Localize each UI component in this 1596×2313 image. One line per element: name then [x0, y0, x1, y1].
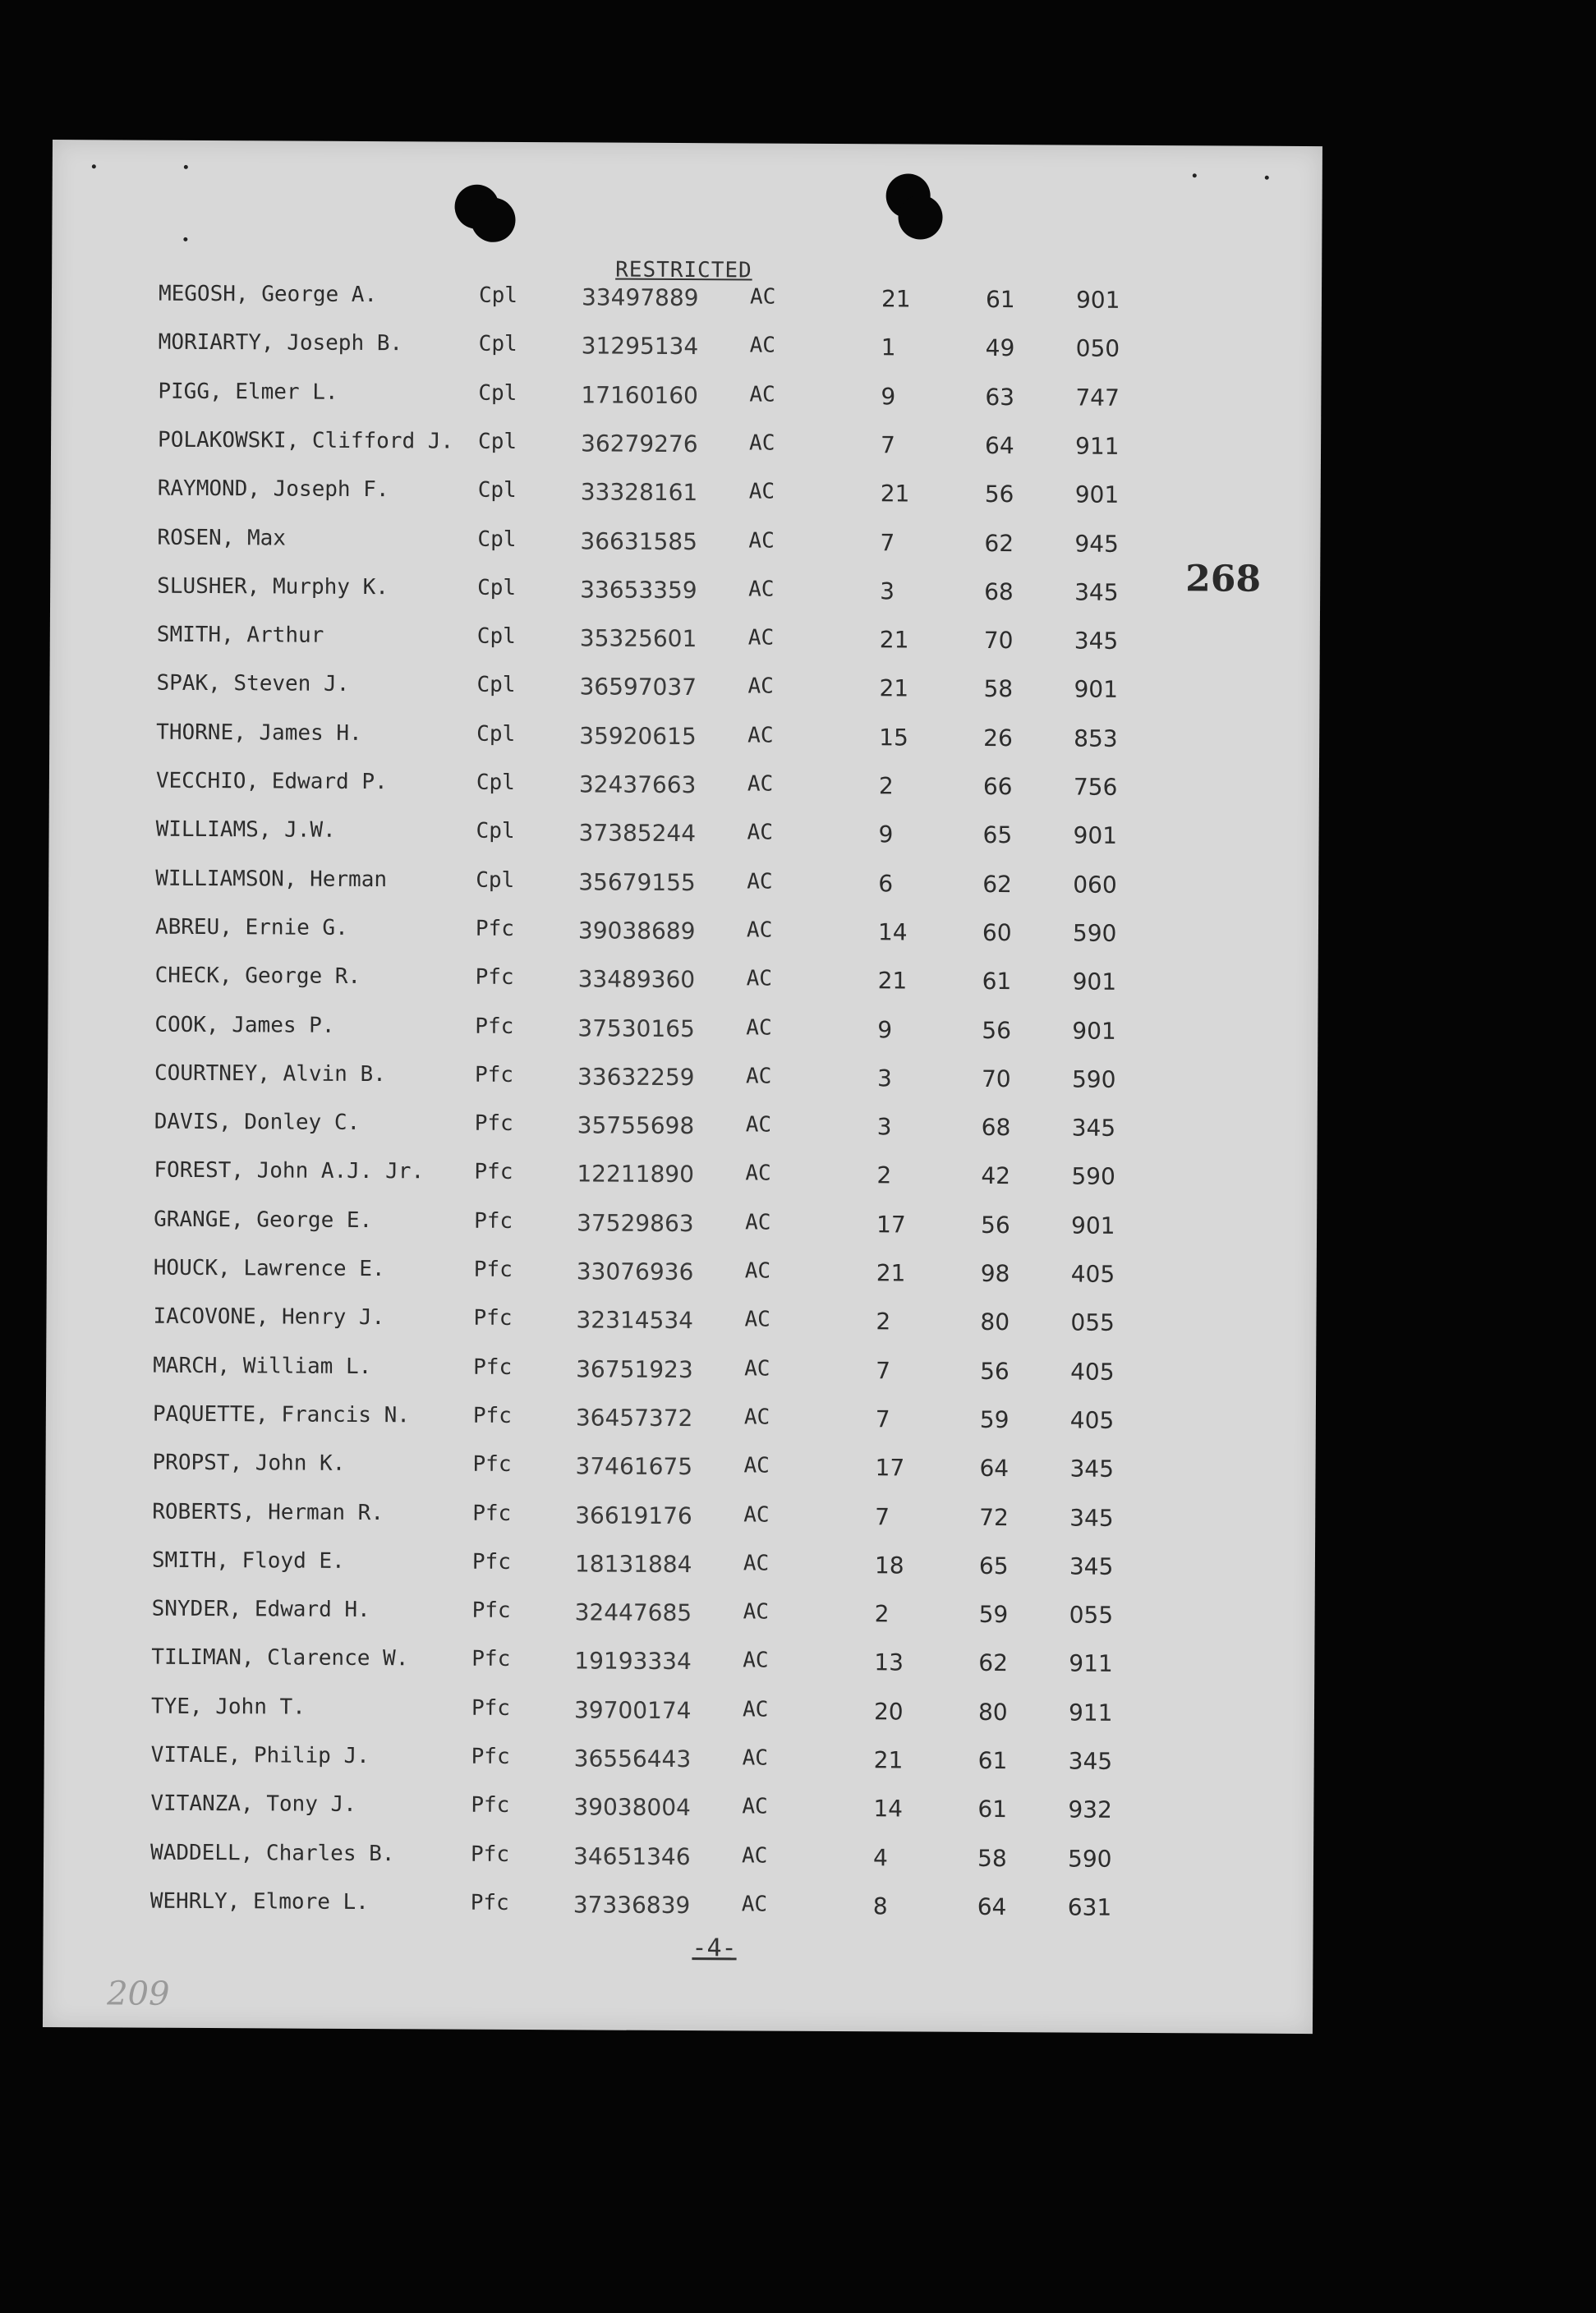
- roster-row: [47, 1157, 1317, 1197]
- column-c-value: 405: [1070, 1358, 1115, 1386]
- soldier-name: WILLIAMS, J.W.: [155, 816, 336, 843]
- serial-number: 39038004: [573, 1793, 691, 1822]
- serial-number: 37530165: [577, 1014, 695, 1043]
- rank: Cpl: [477, 477, 517, 503]
- soldier-name: WILLIAMSON, Herman: [155, 866, 388, 893]
- column-a-value: 2: [876, 1308, 891, 1336]
- serial-number: 32447685: [574, 1598, 692, 1627]
- column-a-value: 4: [872, 1844, 888, 1872]
- arm-of-service: AC: [749, 382, 775, 407]
- arm-of-service: AC: [749, 284, 776, 310]
- column-c-value: 901: [1075, 286, 1120, 314]
- serial-number: 18131884: [574, 1550, 692, 1579]
- rank: Pfc: [475, 964, 514, 990]
- page-number: -4-: [692, 1934, 737, 1963]
- soldier-name: PAQUETTE, Francis N.: [152, 1401, 411, 1428]
- column-c-value: 590: [1072, 919, 1117, 947]
- column-b-value: 56: [981, 1211, 1010, 1239]
- column-b-value: 61: [977, 1746, 1008, 1775]
- column-b-value: 65: [978, 1552, 1009, 1580]
- roster-row: [51, 476, 1321, 515]
- column-b-value: 68: [984, 577, 1014, 606]
- rank: Pfc: [473, 1354, 513, 1380]
- roster-row: [47, 1255, 1317, 1294]
- serial-number: 36457372: [575, 1404, 693, 1432]
- serial-number: 39700174: [573, 1696, 692, 1725]
- column-b-value: 66: [982, 772, 1013, 801]
- arm-of-service: AC: [748, 577, 775, 602]
- column-a-value: 7: [875, 1405, 890, 1433]
- column-a-value: 21: [879, 626, 909, 654]
- roster-row: [48, 1060, 1318, 1100]
- soldier-name: MEGOSH, George A.: [158, 281, 378, 308]
- column-b-value: 56: [982, 1016, 1012, 1045]
- arm-of-service: AC: [747, 723, 774, 748]
- roster-row: [52, 281, 1322, 320]
- arm-of-service: AC: [748, 430, 775, 456]
- soldier-name: SMITH, Floyd E.: [151, 1547, 345, 1574]
- column-c-value: 345: [1074, 627, 1119, 655]
- roster-row: [45, 1547, 1315, 1587]
- serial-number: 36751923: [576, 1355, 693, 1384]
- roster-row: [51, 379, 1321, 418]
- column-a-value: 17: [875, 1454, 905, 1482]
- serial-number: 19193334: [574, 1647, 692, 1676]
- roster-row: [44, 1742, 1314, 1782]
- serial-number: 33328161: [580, 478, 698, 507]
- rank: Cpl: [476, 818, 515, 844]
- serial-number: 36619176: [575, 1501, 692, 1530]
- rank: Cpl: [478, 380, 517, 406]
- arm-of-service: AC: [747, 674, 774, 699]
- column-c-value: 756: [1073, 773, 1118, 801]
- arm-of-service: AC: [745, 1064, 772, 1089]
- column-c-value: 945: [1074, 530, 1119, 558]
- soldier-name: DAVIS, Donley C.: [154, 1109, 361, 1135]
- soldier-name: SMITH, Arthur: [156, 622, 324, 648]
- column-a-value: 21: [879, 674, 909, 702]
- column-b-value: 26: [983, 724, 1013, 752]
- serial-number: 36556443: [573, 1745, 692, 1773]
- rank: Pfc: [475, 916, 515, 941]
- soldier-name: SLUSHER, Murphy K.: [157, 573, 389, 600]
- column-a-value: 8: [872, 1892, 888, 1920]
- serial-number: 36279276: [580, 430, 698, 458]
- serial-number: 12211890: [577, 1160, 695, 1189]
- rank: Cpl: [476, 672, 516, 697]
- column-a-value: 6: [878, 870, 894, 898]
- column-a-value: 21: [877, 967, 908, 995]
- arm-of-service: AC: [743, 1648, 769, 1673]
- arm-of-service: AC: [744, 1307, 770, 1332]
- serial-number: 17160160: [581, 381, 698, 410]
- column-b-value: 61: [982, 967, 1012, 996]
- column-b-value: 68: [981, 1113, 1011, 1142]
- column-c-value: 590: [1067, 1845, 1112, 1873]
- roster-row: [47, 1207, 1317, 1246]
- column-a-value: 15: [879, 724, 908, 752]
- rank: Cpl: [476, 721, 516, 747]
- arm-of-service: AC: [746, 1015, 772, 1041]
- column-a-value: 20: [873, 1698, 904, 1726]
- arm-of-service: AC: [748, 479, 775, 504]
- serial-number: 35920615: [579, 722, 697, 751]
- restricted-header: RESTRICTED: [615, 257, 752, 283]
- rank: Cpl: [476, 867, 515, 893]
- rank: Cpl: [476, 770, 515, 795]
- roster-row: [49, 768, 1319, 807]
- soldier-name: SNYDER, Edward H.: [151, 1596, 370, 1623]
- page-stamp: 268: [1185, 558, 1262, 600]
- column-c-value: 901: [1072, 968, 1117, 996]
- column-a-value: 14: [877, 918, 908, 946]
- arm-of-service: AC: [742, 1745, 769, 1771]
- rank: Pfc: [471, 1695, 511, 1721]
- column-a-value: 3: [876, 1065, 892, 1092]
- soldier-name: ROBERTS, Herman R.: [152, 1499, 384, 1526]
- roster-row: [48, 963, 1318, 1002]
- arm-of-service: AC: [743, 1453, 770, 1478]
- arm-of-service: AC: [742, 1794, 768, 1819]
- soldier-name: PROPST, John K.: [152, 1450, 346, 1476]
- roster-row: [44, 1694, 1314, 1733]
- column-c-value: 911: [1068, 1699, 1113, 1727]
- soldier-name: VECCHIO, Edward P.: [155, 768, 388, 795]
- soldier-name: MARCH, William L.: [153, 1353, 372, 1380]
- serial-number: 31295134: [581, 332, 699, 361]
- rank: Pfc: [472, 1501, 512, 1526]
- rank: Cpl: [477, 527, 517, 552]
- soldier-name: COURTNEY, Alvin B.: [154, 1060, 386, 1088]
- roster-row: [51, 427, 1321, 467]
- column-c-value: 590: [1071, 1162, 1115, 1190]
- arm-of-service: AC: [741, 1892, 768, 1917]
- column-c-value: 345: [1074, 578, 1119, 606]
- column-b-value: 63: [985, 383, 1015, 412]
- personnel-roster: [43, 140, 1322, 2034]
- soldier-name: ROSEN, Max: [157, 525, 287, 551]
- column-a-value: 17: [876, 1211, 906, 1239]
- soldier-name: WEHRLY, Elmore L.: [149, 1888, 369, 1915]
- column-b-value: 64: [984, 431, 1014, 460]
- arm-of-service: AC: [745, 1112, 772, 1138]
- column-b-value: 98: [980, 1259, 1010, 1288]
- rank: Cpl: [478, 283, 518, 308]
- soldier-name: VITALE, Philip J.: [150, 1742, 370, 1769]
- rank: Pfc: [474, 1208, 513, 1234]
- soldier-name: ABREU, Ernie G.: [154, 914, 348, 940]
- column-b-value: 59: [978, 1600, 1009, 1629]
- roster-row: [44, 1840, 1313, 1879]
- arm-of-service: AC: [748, 528, 775, 554]
- serial-number: 37461675: [575, 1452, 693, 1481]
- column-c-value: 060: [1073, 871, 1117, 899]
- column-a-value: 13: [874, 1649, 904, 1676]
- roster-row: [48, 914, 1318, 954]
- document-page: [43, 140, 1322, 2034]
- serial-number: 37336839: [573, 1891, 691, 1920]
- column-a-value: 21: [881, 285, 911, 313]
- arm-of-service: AC: [749, 333, 776, 358]
- rank: Pfc: [471, 1792, 510, 1818]
- soldier-name: RAYMOND, Joseph F.: [157, 476, 389, 503]
- column-b-value: 61: [977, 1795, 1008, 1823]
- column-b-value: 58: [983, 674, 1014, 703]
- roster-row: [52, 329, 1322, 369]
- column-c-value: 901: [1074, 481, 1120, 508]
- column-c-value: 932: [1068, 1796, 1112, 1823]
- rank: Cpl: [477, 575, 517, 600]
- column-b-value: 62: [978, 1649, 1009, 1677]
- arm-of-service: AC: [743, 1551, 770, 1576]
- soldier-name: VITANZA, Tony J.: [150, 1791, 356, 1817]
- column-a-value: 21: [876, 1259, 906, 1287]
- rank: Pfc: [473, 1305, 513, 1331]
- column-b-value: 72: [979, 1503, 1009, 1532]
- column-b-value: 64: [977, 1892, 1007, 1921]
- column-a-value: 2: [876, 1161, 892, 1189]
- serial-number: 37529863: [577, 1209, 694, 1238]
- rank: Pfc: [471, 1744, 510, 1769]
- rank: Pfc: [470, 1842, 510, 1867]
- soldier-name: THORNE, James H.: [156, 720, 362, 746]
- roster-row: [50, 525, 1320, 564]
- rank: Pfc: [472, 1403, 512, 1428]
- column-b-value: 60: [982, 918, 1012, 947]
- column-b-value: 65: [982, 821, 1013, 849]
- column-c-value: 405: [1069, 1406, 1115, 1434]
- column-a-value: 9: [881, 383, 896, 411]
- roster-row: [48, 816, 1318, 856]
- arm-of-service: AC: [743, 1502, 770, 1528]
- soldier-name: GRANGE, George E.: [154, 1207, 373, 1234]
- arm-of-service: AC: [745, 1210, 771, 1235]
- roster-row: [49, 720, 1319, 759]
- serial-number: 33497889: [581, 283, 699, 312]
- serial-number: 39038689: [577, 917, 696, 945]
- serial-number: 36597037: [579, 673, 697, 701]
- arm-of-service: AC: [746, 966, 773, 991]
- roster-row: [46, 1353, 1316, 1392]
- serial-number: 35679155: [578, 868, 696, 897]
- column-a-value: 2: [874, 1600, 890, 1628]
- roster-row: [50, 573, 1320, 613]
- archive-note: 209: [107, 1975, 170, 2013]
- column-b-value: 56: [980, 1357, 1010, 1386]
- column-b-value: 70: [981, 1065, 1011, 1093]
- roster-row: [48, 866, 1318, 905]
- column-c-value: 590: [1071, 1065, 1116, 1093]
- column-c-value: 055: [1069, 1601, 1114, 1629]
- rank: Cpl: [478, 429, 517, 454]
- roster-row: [44, 1644, 1314, 1684]
- column-c-value: 901: [1072, 1017, 1116, 1045]
- column-a-value: 7: [880, 529, 895, 557]
- column-b-value: 56: [984, 480, 1014, 508]
- soldier-name: WADDELL, Charles B.: [150, 1840, 395, 1867]
- arm-of-service: AC: [744, 1356, 770, 1382]
- rank: Pfc: [475, 1014, 514, 1039]
- arm-of-service: AC: [747, 625, 775, 651]
- column-c-value: 345: [1071, 1114, 1116, 1142]
- serial-number: 32314534: [576, 1306, 694, 1335]
- serial-number: 33489360: [577, 965, 696, 994]
- arm-of-service: AC: [747, 869, 773, 894]
- column-a-value: 21: [880, 480, 910, 508]
- column-c-value: 853: [1074, 724, 1118, 752]
- roster-row: [46, 1401, 1316, 1441]
- column-c-value: 901: [1074, 675, 1119, 703]
- roster-row: [48, 1109, 1318, 1148]
- column-a-value: 21: [873, 1746, 904, 1774]
- roster-row: [50, 622, 1320, 661]
- column-b-value: 62: [984, 529, 1014, 558]
- arm-of-service: AC: [744, 1258, 771, 1284]
- rank: Pfc: [472, 1451, 512, 1477]
- arm-of-service: AC: [746, 917, 773, 943]
- serial-number: 33076936: [576, 1258, 694, 1286]
- column-a-value: 9: [877, 1016, 893, 1044]
- rank: Pfc: [474, 1159, 513, 1184]
- column-c-value: 345: [1068, 1747, 1113, 1775]
- column-b-value: 58: [977, 1844, 1007, 1873]
- column-b-value: 62: [982, 870, 1012, 899]
- soldier-name: TYE, John T.: [150, 1694, 306, 1720]
- serial-number: 35325601: [579, 624, 697, 653]
- serial-number: 33653359: [580, 576, 697, 605]
- rank: Pfc: [471, 1646, 511, 1672]
- serial-number: 33632259: [577, 1063, 695, 1092]
- serial-number: 37385244: [578, 819, 697, 848]
- soldier-name: MORIARTY, Joseph B.: [158, 329, 403, 356]
- rank: Pfc: [474, 1062, 514, 1088]
- arm-of-service: AC: [747, 820, 773, 845]
- roster-row: [45, 1499, 1315, 1538]
- serial-number: 32437663: [578, 770, 697, 799]
- soldier-name: COOK, James P.: [154, 1012, 335, 1038]
- soldier-name: FOREST, John A.J. Jr.: [154, 1157, 425, 1184]
- column-a-value: 1: [881, 333, 896, 361]
- rank: Cpl: [478, 331, 517, 356]
- soldier-name: SPAK, Steven J.: [156, 670, 350, 697]
- roster-row: [46, 1304, 1316, 1343]
- soldier-name: TILIMAN, Clarence W.: [151, 1644, 409, 1672]
- column-c-value: 345: [1069, 1504, 1114, 1532]
- column-a-value: 3: [876, 1113, 892, 1141]
- column-c-value: 901: [1073, 821, 1118, 849]
- column-a-value: 9: [878, 821, 894, 848]
- column-a-value: 2: [878, 772, 894, 800]
- column-c-value: 050: [1075, 334, 1120, 362]
- column-b-value: 80: [977, 1698, 1008, 1727]
- arm-of-service: AC: [742, 1697, 769, 1722]
- column-a-value: 7: [876, 1357, 891, 1385]
- column-c-value: 405: [1070, 1260, 1115, 1288]
- rank: Pfc: [470, 1890, 509, 1915]
- column-a-value: 18: [874, 1552, 904, 1580]
- column-b-value: 61: [985, 285, 1015, 314]
- column-a-value: 14: [873, 1795, 904, 1823]
- rank: Pfc: [471, 1598, 511, 1623]
- serial-number: 34651346: [573, 1842, 691, 1871]
- roster-row: [44, 1791, 1313, 1830]
- column-b-value: 49: [985, 333, 1015, 362]
- column-c-value: 911: [1069, 1649, 1113, 1677]
- rank: Pfc: [473, 1257, 513, 1282]
- soldier-name: CHECK, George R.: [154, 963, 361, 989]
- soldier-name: HOUCK, Lawrence E.: [153, 1255, 385, 1282]
- column-c-value: 631: [1067, 1893, 1112, 1921]
- soldier-name: POLAKOWSKI, Clifford J.: [158, 427, 454, 454]
- roster-row: [45, 1450, 1315, 1489]
- column-c-value: 345: [1069, 1455, 1115, 1483]
- column-b-value: 70: [983, 626, 1014, 655]
- roster-row: [48, 1012, 1318, 1051]
- arm-of-service: AC: [745, 1161, 771, 1186]
- column-b-value: 42: [981, 1161, 1011, 1190]
- arm-of-service: AC: [743, 1405, 770, 1430]
- column-a-value: 7: [875, 1503, 890, 1531]
- column-c-value: 901: [1071, 1212, 1115, 1239]
- arm-of-service: AC: [743, 1599, 770, 1625]
- column-a-value: 3: [880, 577, 895, 605]
- column-c-value: 747: [1075, 384, 1120, 412]
- column-a-value: 7: [880, 431, 895, 459]
- arm-of-service: AC: [741, 1843, 768, 1869]
- rank: Pfc: [474, 1111, 513, 1136]
- column-b-value: 64: [979, 1454, 1010, 1483]
- roster-row: [45, 1596, 1315, 1635]
- rank: Pfc: [471, 1549, 511, 1575]
- roster-row: [49, 670, 1319, 710]
- column-b-value: 80: [980, 1308, 1010, 1336]
- column-b-value: 59: [979, 1405, 1010, 1434]
- soldier-name: PIGG, Elmer L.: [158, 379, 338, 405]
- roster-row: [44, 1888, 1313, 1928]
- soldier-name: IACOVONE, Henry J.: [153, 1304, 385, 1331]
- column-c-value: 345: [1069, 1552, 1114, 1580]
- serial-number: 35755698: [577, 1111, 695, 1140]
- column-c-value: 055: [1070, 1308, 1115, 1336]
- arm-of-service: AC: [747, 771, 774, 797]
- rank: Cpl: [476, 623, 516, 649]
- serial-number: 36631585: [580, 527, 698, 556]
- column-c-value: 911: [1074, 432, 1120, 460]
